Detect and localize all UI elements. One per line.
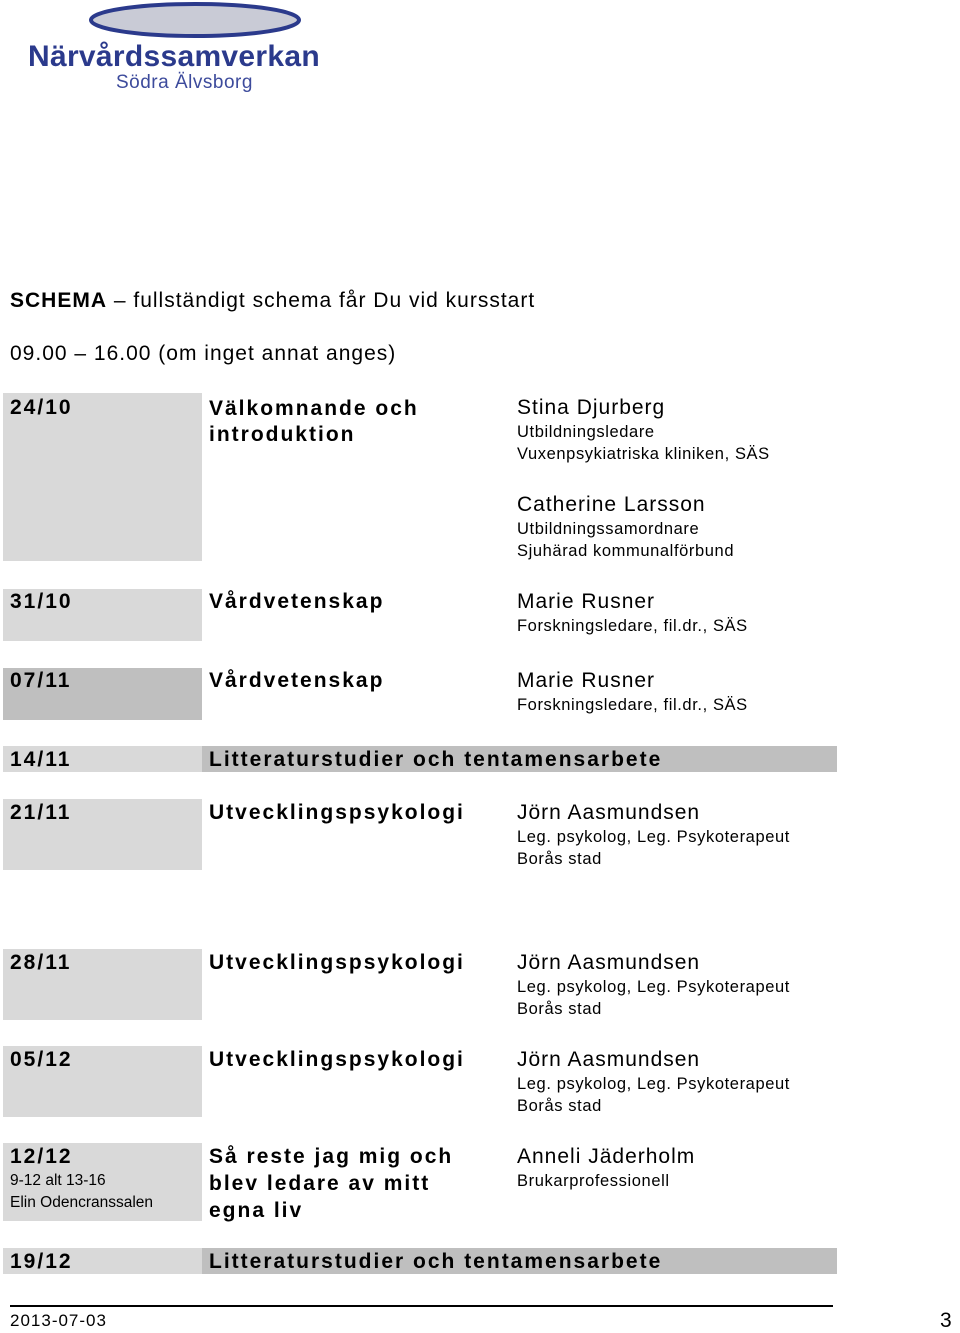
speaker-role: Forskningsledare, fil.dr., SÄS — [517, 696, 748, 714]
session-date: 28/11 — [10, 951, 72, 974]
time-heading: 09.00 – 16.00 (om inget annat anges) — [10, 342, 397, 365]
speaker-role: Leg. psykolog, Leg. Psykoterapeut — [517, 828, 790, 846]
speaker-role: Leg. psykolog, Leg. Psykoterapeut — [517, 978, 790, 996]
session-date: 14/11 — [10, 748, 72, 771]
speaker-name: Stina Djurberg — [517, 396, 666, 419]
page-number: 3 — [940, 1309, 952, 1332]
speaker-org: Borås stad — [517, 1000, 602, 1018]
speaker-org: Vuxenpsykiatriska kliniken, SÄS — [517, 445, 770, 463]
session-title-line: Så reste jag mig och — [209, 1145, 454, 1168]
session-title: Vårdvetenskap — [209, 590, 385, 613]
session-date: 21/11 — [10, 801, 72, 824]
session-date: 31/10 — [10, 590, 73, 613]
speaker-role: Utbildningssamordnare — [517, 520, 700, 538]
session-title: Litteraturstudier och tentamensarbete — [209, 1250, 663, 1273]
speaker-name: Jörn Aasmundsen — [517, 1048, 701, 1071]
session-date: 12/12 — [10, 1145, 73, 1168]
speaker-org: Sjuhärad kommunalförbund — [517, 542, 735, 560]
logo-subtitle: Södra Älvsborg — [116, 72, 253, 93]
session-title-line: blev ledare av mitt — [209, 1172, 431, 1195]
logo-name: Närvårdssamverkan — [28, 40, 320, 73]
session-date: 24/10 — [10, 396, 73, 419]
speaker-role: Utbildningsledare — [517, 423, 655, 441]
speaker-name: Jörn Aasmundsen — [517, 801, 701, 824]
speaker-name: Anneli Jäderholm — [517, 1145, 696, 1168]
schedule-label: SCHEMA — [10, 289, 108, 312]
session-title: Välkomnande och introduktion — [209, 397, 419, 446]
schedule-heading — [10, 289, 535, 313]
session-title: Utvecklingspsykologi — [209, 1048, 465, 1071]
session-time-note: 9-12 alt 13-16 — [10, 1172, 106, 1189]
session-title-line: egna liv — [209, 1199, 304, 1222]
speaker-org: Borås stad — [517, 1097, 602, 1115]
schedule-note: – fullständigt schema får Du vid kursstart — [107, 289, 536, 312]
speaker-role: Forskningsledare, fil.dr., SÄS — [517, 617, 748, 635]
speaker-name: Marie Rusner — [517, 590, 656, 613]
session-date: 19/12 — [10, 1250, 73, 1273]
footer-divider — [10, 1305, 833, 1307]
logo — [28, 0, 368, 100]
session-title: Litteraturstudier och tentamensarbete — [209, 748, 663, 771]
speaker-name: Marie Rusner — [517, 669, 656, 692]
speaker-org: Borås stad — [517, 850, 602, 868]
speaker-name: Catherine Larsson — [517, 493, 706, 516]
session-date: 05/12 — [10, 1048, 73, 1071]
footer-date: 2013-07-03 — [10, 1311, 107, 1330]
speaker-role: Brukarprofessionell — [517, 1172, 670, 1190]
session-place: Elin Odencranssalen — [10, 1194, 154, 1211]
speaker-role: Leg. psykolog, Leg. Psykoterapeut — [517, 1075, 790, 1093]
session-date: 07/11 — [10, 669, 72, 692]
session-title: Utvecklingspsykologi — [209, 801, 465, 824]
speaker-name: Jörn Aasmundsen — [517, 951, 701, 974]
session-title: Vårdvetenskap — [209, 669, 385, 692]
session-title: Utvecklingspsykologi — [209, 951, 465, 974]
